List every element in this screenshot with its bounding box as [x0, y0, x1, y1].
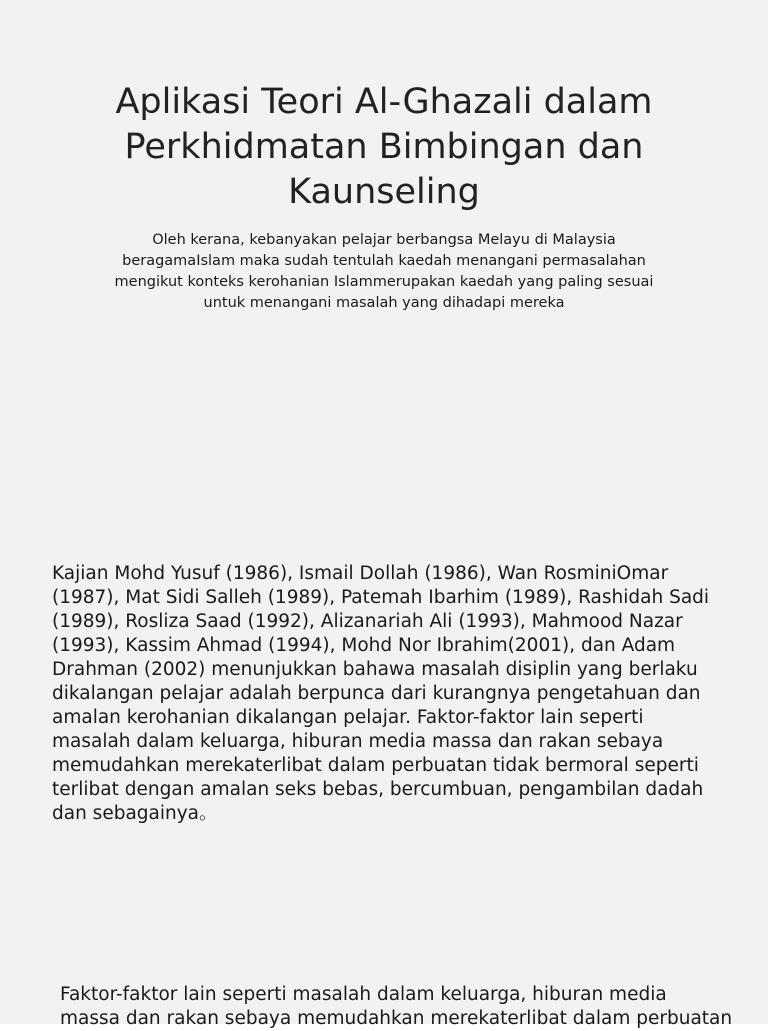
partial-paragraph-line-2: massa dan rakan sebaya memudahkan merekaterlibat dalam perbuatan [60, 1008, 733, 1029]
partial-paragraph-line-1: Faktor-faktor lain seperti masalah dalam keluarga, hiburan media [60, 984, 667, 1005]
slide-subtitle: Oleh kerana, kebanyakan pelajar berbangsa Melayu di Malaysia beragamaIslam maka sudah tentulah kaedah menangani permasalahan mengikut konteks kerohanian Islammerupakan kaedah yang paling sesuai untuk menangani masalah yang dihadapi mereka [114, 232, 654, 311]
slide-title: Aplikasi Teori Al-Ghazali dalam Perkhidmatan Bimbingan dan Kaunseling [115, 82, 653, 212]
body-paragraph: Kajian Mohd Yusuf (1986), Ismail Dollah (1986), Wan RosminiOmar (1987), Mat Sidi Salleh (1989), Patemah Ibarhim (1989), Rashidah Sadi (1989), Rosliza Saad (1992), Alizanariah Ali (1993), Mahmood Nazar (1993), Kassim Ahmad (1994), Mohd Nor Ibrahim(2001), dan Adam Drahman (2002) menunjukkan bahawa masalah disiplin yang berlaku dikalangan pelajar adalah berpunca dari kurangnya pengetahuan dan amalan kerohanian dikalangan pelajar. Faktor-faktor lain seperti masalah dalam keluarga, hiburan media massa dan rakan sebaya memudahkan merekaterlibat dalam perbuatan tidak bermoral seperti terlibat dengan amalan seks bebas, bercumbuan, pengambilan dadah dan sebagainya。 [52, 563, 710, 824]
